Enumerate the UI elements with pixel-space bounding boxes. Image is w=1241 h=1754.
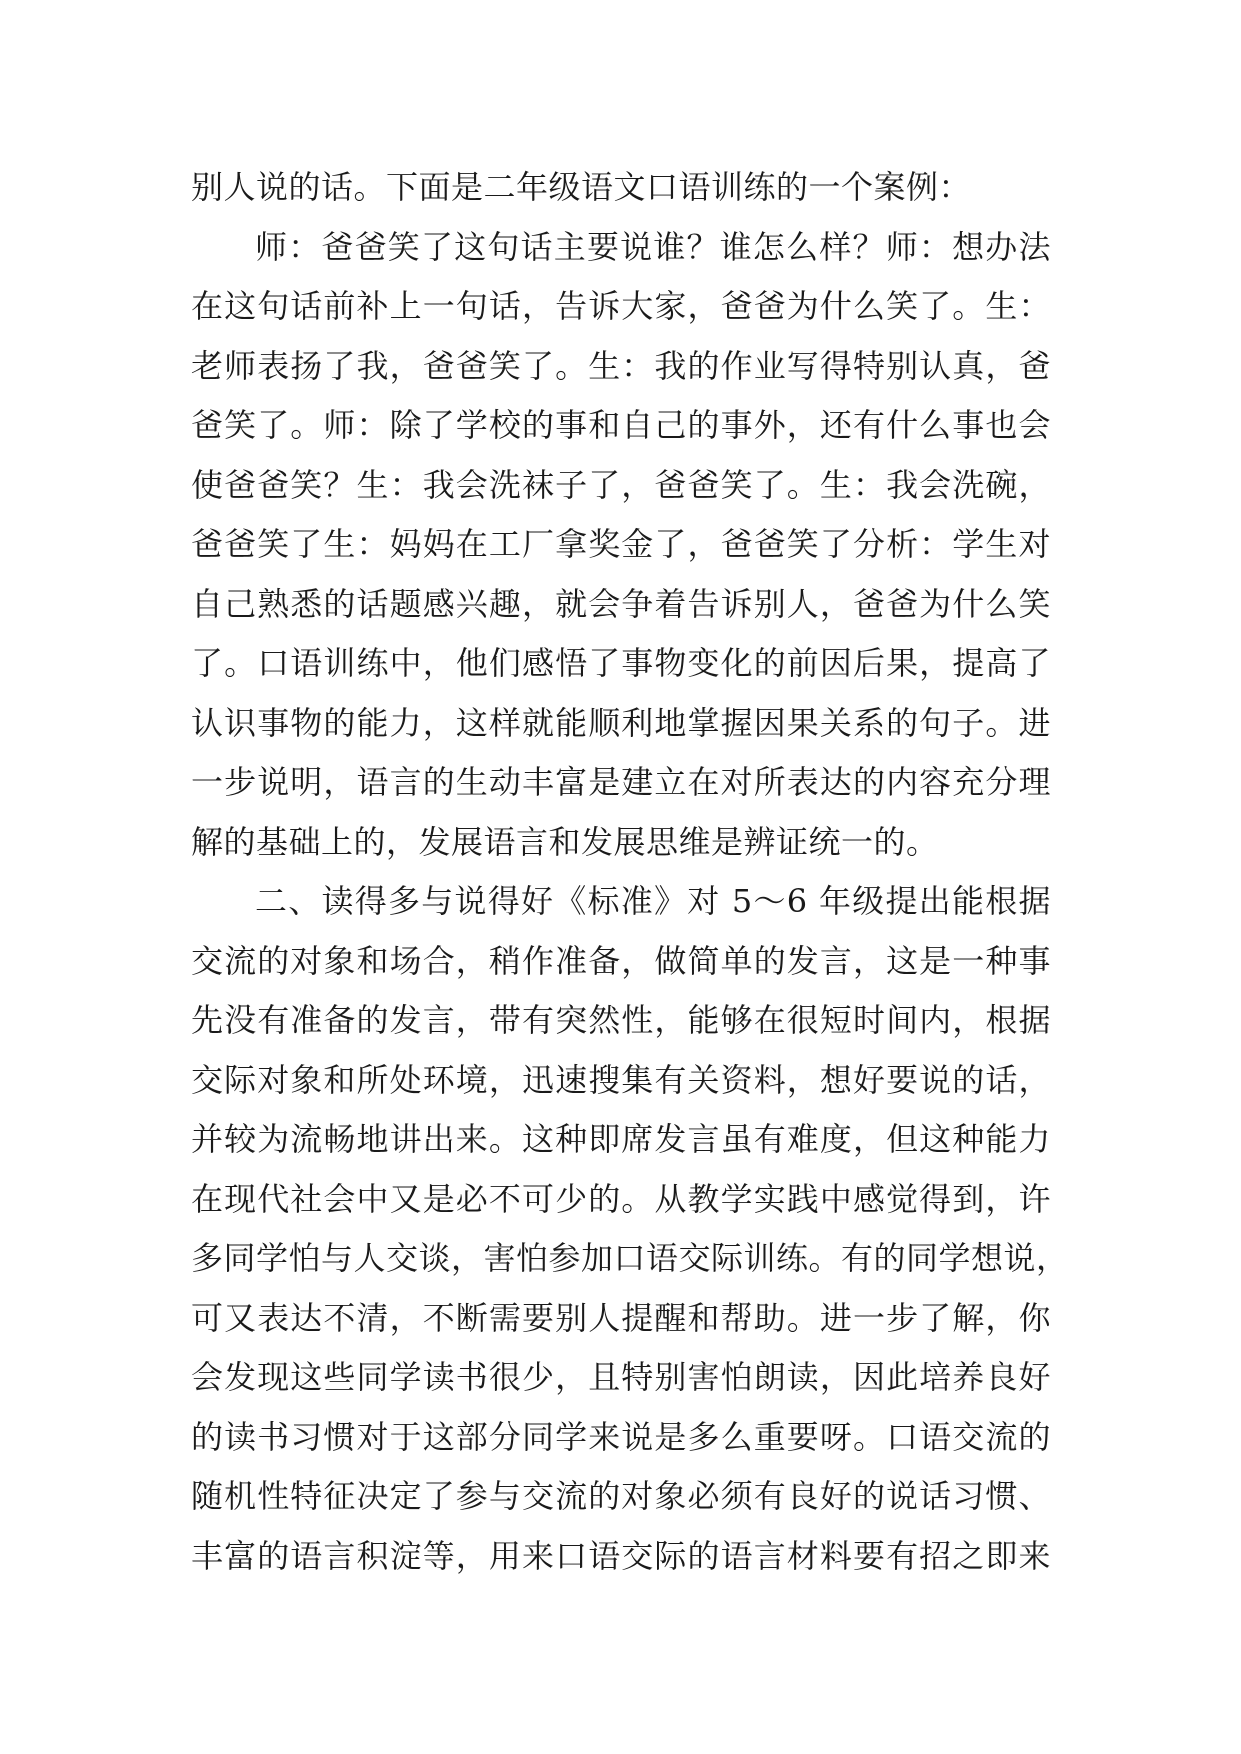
text-line: 了。口语训练中，他们感悟了事物变化的前因后果，提高了 [191,644,1051,682]
text-line: 认识事物的能力，这样就能顺利地掌握因果关系的句子。进 [191,703,1051,742]
text-line: 先没有准备的发言，带有突然性，能够在很短时间内，根据 [191,1001,1051,1039]
text-line: 在现代社会中又是必不可少的。从教学实践中感觉得到，许 [191,1179,1051,1218]
text-line: 会发现这些同学读书很少，且特别害怕朗读，因此培养良好 [191,1358,1051,1396]
text-line: 使爸爸笑？生：我会洗袜子了，爸爸笑了。生：我会洗碗， [191,465,1051,504]
paragraph-start-line: 二、读得多与说得好《标准》对 5～6 年级提出能根据 [255,882,1051,920]
text-line: 一步说明，语言的生动丰富是建立在对所表达的内容充分理 [191,763,1051,801]
text-line: 并较为流畅地讲出来。这种即席发言虽有难度，但这种能力 [191,1120,1051,1158]
text-line: 在这句话前补上一句话，告诉大家，爸爸为什么笑了。生： [191,287,1051,325]
paragraph-start-line: 师：爸爸笑了这句话主要说谁？谁怎么样？师：想办法 [255,227,1051,266]
text-line: 爸爸笑了生：妈妈在工厂拿奖金了，爸爸笑了分析：学生对 [191,525,1051,563]
text-line: 随机性特征决定了参与交流的对象必须有良好的说话习惯、 [191,1477,1051,1515]
text-line: 自己熟悉的话题感兴趣，就会争着告诉别人，爸爸为什么笑 [191,584,1051,623]
text-line: 老师表扬了我，爸爸笑了。生：我的作业写得特别认真，爸 [191,346,1051,385]
text-line: 爸笑了。师：除了学校的事和自己的事外，还有什么事也会 [191,406,1051,444]
text-line: 多同学怕与人交谈，害怕参加口语交际训练。有的同学想说， [191,1239,1069,1277]
text-line: 解的基础上的，发展语言和发展思维是辨证统一的。 [191,822,939,861]
text-line: 可又表达不清，不断需要别人提醒和帮助。进一步了解，你 [191,1298,1051,1337]
body-text [191,158,1069,1586]
text-line: 丰富的语言积淀等，用来口语交际的语言材料要有招之即来 [191,1536,1051,1575]
text-line: 别人说的话。下面是二年级语文口语训练的一个案例： [191,168,972,206]
text-line: 交际对象和所处环境，迅速搜集有关资料，想好要说的话， [191,1060,1051,1099]
text-line: 的读书习惯对于这部分同学来说是多么重要呀。口语交流的 [191,1417,1051,1456]
text-line: 交流的对象和场合，稍作准备，做简单的发言，这是一种事 [191,941,1051,980]
